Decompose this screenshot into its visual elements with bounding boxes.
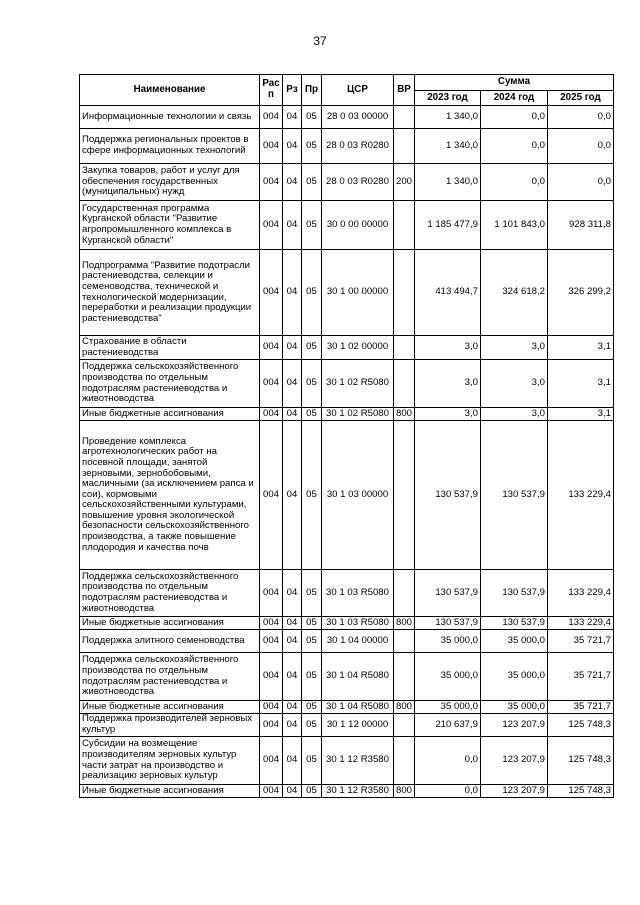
row-vr — [394, 360, 415, 408]
row-rasp: 004 — [260, 408, 283, 421]
table-row — [80, 164, 614, 201]
table-row — [80, 421, 614, 570]
row-rasp: 004 — [260, 336, 283, 360]
row-rz: 04 — [283, 336, 302, 360]
row-sum-2025: 125 748,3 — [548, 714, 614, 737]
row-csr: 30 1 12 00000 — [322, 714, 394, 737]
row-sum-2023: 0,0 — [415, 737, 481, 785]
header-row-top — [80, 75, 614, 91]
row-vr — [394, 201, 415, 250]
row-sum-2023: 210 637,9 — [415, 714, 481, 737]
row-vr — [394, 653, 415, 701]
table-row — [80, 250, 614, 336]
row-csr: 30 0 00 00000 — [322, 201, 394, 250]
row-name: Иные бюджетные ассигнования — [80, 785, 260, 798]
row-name: Поддержка элитного семеноводства — [80, 630, 260, 653]
row-pr: 05 — [302, 106, 322, 129]
row-rasp: 004 — [260, 164, 283, 201]
table-row — [80, 106, 614, 129]
header-rasp: Рас п — [260, 75, 283, 106]
row-name: Иные бюджетные ассигнования — [80, 617, 260, 630]
row-csr: 30 1 03 R5080 — [322, 570, 394, 617]
table-row — [80, 714, 614, 737]
row-sum-2024: 130 537,9 — [481, 421, 548, 570]
row-pr: 05 — [302, 408, 322, 421]
header-year-2023: 2023 год — [415, 91, 481, 106]
row-rz: 04 — [283, 129, 302, 164]
row-pr: 05 — [302, 250, 322, 336]
row-name: Иные бюджетные ассигнования — [80, 701, 260, 714]
row-pr: 05 — [302, 360, 322, 408]
row-rasp: 004 — [260, 570, 283, 617]
row-rasp: 004 — [260, 106, 283, 129]
row-rz: 04 — [283, 653, 302, 701]
row-vr — [394, 737, 415, 785]
row-vr — [394, 630, 415, 653]
row-pr: 05 — [302, 617, 322, 630]
row-name: Подпрограмма "Развитие подотрасли растениеводства, селекции и семеноводства, технической и технологической модернизации, переработки и реализации продукции растениеводства" — [80, 250, 260, 336]
row-sum-2025: 125 748,3 — [548, 737, 614, 785]
row-sum-2025: 3,1 — [548, 336, 614, 360]
row-sum-2023: 1 185 477,9 — [415, 201, 481, 250]
row-pr: 05 — [302, 570, 322, 617]
header-name: Наименование — [80, 75, 260, 106]
row-rasp: 004 — [260, 630, 283, 653]
row-sum-2024: 3,0 — [481, 336, 548, 360]
row-csr: 30 1 03 R5080 — [322, 617, 394, 630]
row-rasp: 004 — [260, 129, 283, 164]
row-vr — [394, 714, 415, 737]
row-pr: 05 — [302, 701, 322, 714]
row-vr — [394, 129, 415, 164]
row-csr: 28 0 03 R0280 — [322, 164, 394, 201]
row-sum-2025: 133 229,4 — [548, 617, 614, 630]
row-rz: 04 — [283, 785, 302, 798]
row-sum-2025: 35 721,7 — [548, 701, 614, 714]
row-name: Субсидии на возмещение производителям зерновых культур части затрат на производство и реализацию зерновых культур — [80, 737, 260, 785]
row-csr: 30 1 03 00000 — [322, 421, 394, 570]
row-name: Поддержка сельскохозяйственного производства по отдельным подотраслям растениеводства и животноводства — [80, 360, 260, 408]
row-sum-2023: 35 000,0 — [415, 701, 481, 714]
row-csr: 30 1 02 00000 — [322, 336, 394, 360]
row-sum-2023: 3,0 — [415, 408, 481, 421]
budget-table — [79, 74, 614, 798]
row-sum-2024: 130 537,9 — [481, 570, 548, 617]
row-sum-2025: 0,0 — [548, 106, 614, 129]
row-sum-2023: 0,0 — [415, 785, 481, 798]
row-csr: 28 0 03 00000 — [322, 106, 394, 129]
header-pr: Пр — [302, 75, 322, 106]
table-row — [80, 336, 614, 360]
row-rasp: 004 — [260, 701, 283, 714]
row-rz: 04 — [283, 408, 302, 421]
table-row — [80, 701, 614, 714]
table-row — [80, 630, 614, 653]
row-csr: 30 1 04 R5080 — [322, 701, 394, 714]
row-pr: 05 — [302, 785, 322, 798]
row-name: Государственная программа Курганской области "Развитие агропромышленного комплекса в Курганской области" — [80, 201, 260, 250]
row-sum-2023: 413 494,7 — [415, 250, 481, 336]
row-sum-2025: 133 229,4 — [548, 421, 614, 570]
row-vr — [394, 570, 415, 617]
row-sum-2024: 0,0 — [481, 164, 548, 201]
row-sum-2023: 1 340,0 — [415, 106, 481, 129]
row-rz: 04 — [283, 701, 302, 714]
row-rasp: 004 — [260, 617, 283, 630]
row-name: Поддержка региональных проектов в сфере информационных технологий — [80, 129, 260, 164]
row-rz: 04 — [283, 714, 302, 737]
row-sum-2025: 35 721,7 — [548, 653, 614, 701]
page-number: 37 — [313, 34, 327, 48]
row-sum-2023: 1 340,0 — [415, 164, 481, 201]
row-rz: 04 — [283, 106, 302, 129]
table-row — [80, 201, 614, 250]
header-year-2024: 2024 год — [481, 91, 548, 106]
row-sum-2024: 1 101 843,0 — [481, 201, 548, 250]
header-year-2025: 2025 год — [548, 91, 614, 106]
row-sum-2024: 123 207,9 — [481, 737, 548, 785]
row-name: Информационные технологии и связь — [80, 106, 260, 129]
table-row — [80, 617, 614, 630]
row-rz: 04 — [283, 201, 302, 250]
row-name: Закупка товаров, работ и услуг для обеспечения государственных (муниципальных) нужд — [80, 164, 260, 201]
row-sum-2024: 35 000,0 — [481, 630, 548, 653]
budget-table-body — [80, 106, 614, 798]
row-pr: 05 — [302, 129, 322, 164]
row-vr — [394, 336, 415, 360]
header-vr: ВР — [394, 75, 415, 106]
row-rz: 04 — [283, 617, 302, 630]
row-pr: 05 — [302, 201, 322, 250]
row-rz: 04 — [283, 360, 302, 408]
row-csr: 30 1 00 00000 — [322, 250, 394, 336]
row-sum-2023: 130 537,9 — [415, 421, 481, 570]
row-name: Страхование в области растениеводства — [80, 336, 260, 360]
header-rz: Рз — [283, 75, 302, 106]
row-pr: 05 — [302, 421, 322, 570]
row-pr: 05 — [302, 630, 322, 653]
table-row — [80, 653, 614, 701]
row-sum-2025: 35 721,7 — [548, 630, 614, 653]
row-rasp: 004 — [260, 421, 283, 570]
row-rz: 04 — [283, 250, 302, 336]
table-row — [80, 129, 614, 164]
row-vr: 800 — [394, 785, 415, 798]
row-sum-2025: 3,1 — [548, 408, 614, 421]
row-sum-2024: 0,0 — [481, 106, 548, 129]
row-vr — [394, 250, 415, 336]
row-vr — [394, 421, 415, 570]
row-vr: 200 — [394, 164, 415, 201]
row-pr: 05 — [302, 714, 322, 737]
row-csr: 30 1 04 00000 — [322, 630, 394, 653]
row-csr: 30 1 12 R3580 — [322, 785, 394, 798]
row-sum-2025: 133 229,4 — [548, 570, 614, 617]
row-sum-2023: 1 340,0 — [415, 129, 481, 164]
row-csr: 30 1 02 R5080 — [322, 360, 394, 408]
row-name: Проведение комплекса агротехнологических работ на посевной площади, занятой зерновыми, зернобобовыми, масличными (за исключением рапса и сои), кормовыми сельскохозяйственными культурами, повышение уровня экологической безопасности сельскохозяйственного производства, а также повышение плодородия и качества почв — [80, 421, 260, 570]
row-vr: 800 — [394, 408, 415, 421]
row-sum-2024: 3,0 — [481, 360, 548, 408]
row-rasp: 004 — [260, 360, 283, 408]
row-sum-2023: 130 537,9 — [415, 570, 481, 617]
row-sum-2024: 0,0 — [481, 129, 548, 164]
row-sum-2025: 0,0 — [548, 164, 614, 201]
row-name: Иные бюджетные ассигнования — [80, 408, 260, 421]
row-pr: 05 — [302, 737, 322, 785]
row-csr: 28 0 03 R0280 — [322, 129, 394, 164]
row-rasp: 004 — [260, 737, 283, 785]
row-sum-2024: 3,0 — [481, 408, 548, 421]
row-rz: 04 — [283, 737, 302, 785]
row-rasp: 004 — [260, 250, 283, 336]
row-sum-2024: 35 000,0 — [481, 701, 548, 714]
row-rz: 04 — [283, 421, 302, 570]
row-sum-2023: 3,0 — [415, 336, 481, 360]
table-row — [80, 737, 614, 785]
row-rz: 04 — [283, 570, 302, 617]
header-sum: Сумма — [415, 75, 614, 91]
row-name: Поддержка сельскохозяйственного производства по отдельным подотраслям растениеводства и животноводства — [80, 570, 260, 617]
row-sum-2025: 0,0 — [548, 129, 614, 164]
row-sum-2025: 326 299,2 — [548, 250, 614, 336]
row-pr: 05 — [302, 336, 322, 360]
row-rasp: 004 — [260, 653, 283, 701]
row-name: Поддержка сельскохозяйственного производства по отдельным подотраслям растениеводства и животноводства — [80, 653, 260, 701]
table-row — [80, 408, 614, 421]
table-row — [80, 785, 614, 798]
row-sum-2024: 324 618,2 — [481, 250, 548, 336]
row-sum-2023: 35 000,0 — [415, 653, 481, 701]
row-csr: 30 1 02 R5080 — [322, 408, 394, 421]
row-csr: 30 1 04 R5080 — [322, 653, 394, 701]
table-row — [80, 360, 614, 408]
row-pr: 05 — [302, 164, 322, 201]
row-csr: 30 1 12 R3580 — [322, 737, 394, 785]
row-sum-2025: 3,1 — [548, 360, 614, 408]
header-csr: ЦСР — [322, 75, 394, 106]
row-sum-2024: 35 000,0 — [481, 653, 548, 701]
row-sum-2025: 928 311,8 — [548, 201, 614, 250]
row-sum-2023: 3,0 — [415, 360, 481, 408]
row-vr — [394, 106, 415, 129]
row-sum-2023: 130 537,9 — [415, 617, 481, 630]
row-rz: 04 — [283, 164, 302, 201]
row-pr: 05 — [302, 653, 322, 701]
row-sum-2023: 35 000,0 — [415, 630, 481, 653]
row-vr: 800 — [394, 617, 415, 630]
table-row — [80, 570, 614, 617]
row-vr: 800 — [394, 701, 415, 714]
row-rasp: 004 — [260, 201, 283, 250]
row-rasp: 004 — [260, 714, 283, 737]
row-sum-2025: 125 748,3 — [548, 785, 614, 798]
row-sum-2024: 130 537,9 — [481, 617, 548, 630]
row-sum-2024: 123 207,9 — [481, 785, 548, 798]
row-rasp: 004 — [260, 785, 283, 798]
row-sum-2024: 123 207,9 — [481, 714, 548, 737]
row-name: Поддержка производителей зерновых культур — [80, 714, 260, 737]
row-rz: 04 — [283, 630, 302, 653]
